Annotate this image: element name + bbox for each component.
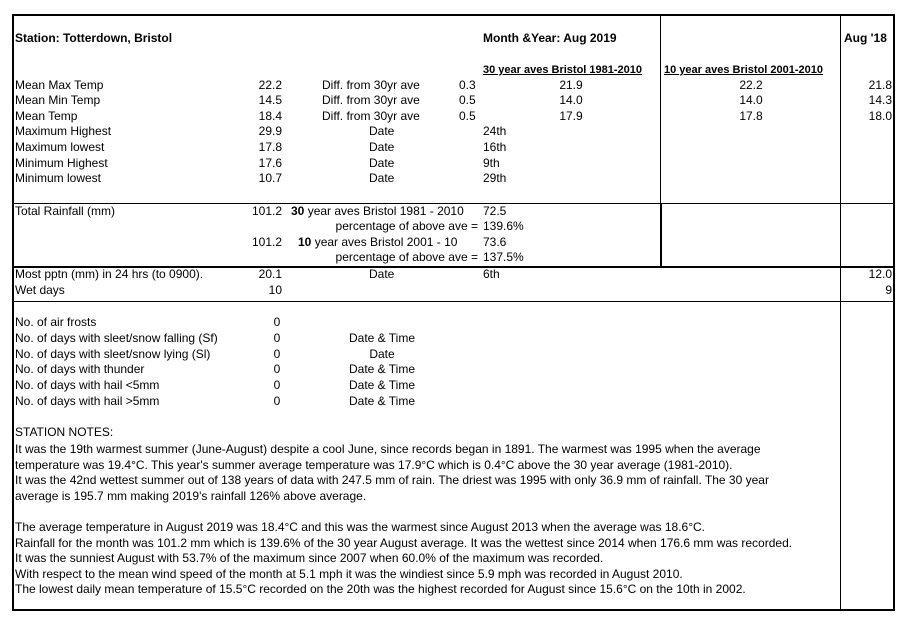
- wet-days-label: Wet days: [15, 283, 65, 297]
- ave10-value: 14.0: [739, 93, 763, 107]
- date-label: Date: [369, 140, 395, 154]
- prev-value: 9: [885, 283, 892, 297]
- ave10-prefix: 10: [298, 235, 312, 249]
- note-line: The average temperature in August 2019 was 18.4°C and this was the warmest since August 2013 when the average was 18.6°C.: [15, 520, 706, 534]
- ave10-value: 17.8: [739, 109, 763, 123]
- ave10-heading: 10 year aves Bristol 2001-2010: [664, 64, 824, 76]
- rainfall-value: 101.2: [251, 204, 282, 218]
- date-value: 16th: [483, 140, 507, 154]
- ave30-value: 21.9: [559, 78, 583, 92]
- divider-col-ave10-b: [660, 203, 662, 267]
- pptn-value: 20.1: [258, 267, 282, 281]
- date-value: 6th: [483, 267, 500, 281]
- temp-value: 14.5: [258, 93, 282, 107]
- note-line: It was the sunniest August with 53.7% of the maximum since 2007 when 60.0% of the maximum was recorded.: [15, 551, 604, 565]
- prev-value: 12.0: [868, 267, 892, 281]
- count-label: No. of days with sleet/snow falling (Sf): [15, 331, 218, 345]
- count-extra: Date & Time: [348, 378, 416, 392]
- extreme-label: Maximum lowest: [15, 140, 105, 154]
- date-label: Date: [369, 171, 395, 185]
- note-line: It was the 42nd wettest summer out of 138 years of data with 247.5 mm of rain. The driest was 1995 with only 36.9 mm of rainfall. The 30 year: [15, 473, 769, 487]
- ave30-prefix: 30: [291, 204, 305, 218]
- note-line: With respect to the mean wind speed of the month at 5.1 mph it was the windiest since 5.9 mph was recorded in August 2010.: [15, 567, 683, 581]
- temp-value: 18.4: [258, 109, 282, 123]
- rainfall-ave30-label: [291, 204, 464, 219]
- date-label: Date: [369, 267, 395, 281]
- prev-value: 21.8: [868, 78, 892, 92]
- count-label: No. of days with thunder: [15, 362, 145, 376]
- divider-counts-top: [12, 301, 895, 302]
- station-title: Station: Totterdown, Bristol: [15, 31, 173, 45]
- divider-col-ave10-a: [660, 14, 661, 204]
- count-value: 0: [273, 362, 281, 376]
- count-value: 0: [273, 394, 281, 408]
- count-value: 0: [273, 378, 281, 392]
- rainfall-value-2: 101.2: [251, 235, 282, 249]
- frame-right: [893, 14, 895, 611]
- wet-days-value: 10: [268, 283, 282, 297]
- frame-top: [12, 14, 895, 16]
- count-label: No. of days with sleet/snow lying (Sl): [15, 347, 211, 361]
- extreme-label: Maximum Highest: [15, 124, 112, 138]
- diff-value: 0.5: [459, 93, 476, 107]
- temp-label: Mean Max Temp: [15, 78, 104, 92]
- temp-value: 22.2: [258, 78, 282, 92]
- rainfall-ave10-value: 73.6: [483, 235, 507, 249]
- extreme-value: 29.9: [258, 124, 282, 138]
- diff-label: Diff. from 30yr ave: [322, 93, 420, 107]
- temp-label: Mean Min Temp: [15, 93, 101, 107]
- extreme-label: Minimum Highest: [15, 156, 108, 170]
- frame-left: [12, 14, 14, 611]
- pptn-label: Most pptn (mm) in 24 hrs (to 0900).: [15, 267, 204, 281]
- pct1-label: percentage of above ave =: [335, 219, 478, 233]
- prev-year-title: Aug '18: [844, 31, 887, 45]
- frame-bottom: [12, 609, 895, 611]
- rainfall-label: Total Rainfall (mm): [15, 204, 116, 218]
- count-label: No. of days with hail >5mm: [15, 394, 160, 408]
- note-line: Rainfall for the month was 101.2 mm which is 139.6% of the 30 year August average. It was the wettest since 2014 when 176.6 mm was recorded.: [15, 536, 793, 550]
- diff-value: 0.5: [459, 109, 476, 123]
- prev-value: 18.0: [868, 109, 892, 123]
- pct1-value: 139.6%: [483, 219, 524, 233]
- ave30-text: year aves Bristol 1981 - 2010: [304, 204, 464, 218]
- count-value: 0: [273, 315, 281, 329]
- date-label: Date: [369, 124, 395, 138]
- note-line: It was the 19th warmest summer (June-August) despite a cool June, since records began in 1891. The warmest was 1995 when the average: [15, 442, 761, 456]
- extreme-value: 17.6: [258, 156, 282, 170]
- date-value: 24th: [483, 124, 507, 138]
- pct2-label: percentage of above ave =: [335, 250, 478, 264]
- temp-label: Mean Temp: [15, 109, 78, 123]
- ave10-text: year aves Bristol 2001 - 10: [311, 235, 458, 249]
- count-extra: Date & Time: [348, 331, 416, 345]
- extreme-label: Minimum lowest: [15, 171, 102, 185]
- count-value: 0: [273, 331, 281, 345]
- date-label: Date: [369, 156, 395, 170]
- date-value: 9th: [483, 156, 500, 170]
- extreme-value: 17.8: [258, 140, 282, 154]
- ave30-heading: 30 year aves Bristol 1981-2010: [483, 64, 643, 76]
- pct2-value: 137.5%: [483, 250, 524, 264]
- month-year-title: Month &Year: Aug 2019: [483, 31, 617, 45]
- diff-label: Diff. from 30yr ave: [322, 78, 420, 92]
- prev-value: 14.3: [868, 93, 892, 107]
- count-label: No. of days with hail <5mm: [15, 378, 160, 392]
- note-line: The lowest daily mean temperature of 15.5°C recorded on the 20th was the highest recorded for August since 15.6°C on the 10th in 2002.: [15, 582, 746, 596]
- diff-value: 0.3: [459, 78, 476, 92]
- notes-heading: STATION NOTES:: [15, 425, 114, 439]
- rainfall-ave30-value: 72.5: [483, 204, 507, 218]
- rainfall-ave10-label: [298, 235, 457, 250]
- note-line: average is 195.7 mm making 2019's rainfall 126% above average.: [15, 489, 367, 503]
- ave10-value: 22.2: [739, 78, 763, 92]
- note-line: temperature was 19.4°C. This year's summer average temperature was 17.9°C which is 0.4°C above the 30 year average (1981-2010).: [15, 458, 733, 472]
- count-extra: Date: [369, 347, 395, 361]
- ave30-value: 17.9: [559, 109, 583, 123]
- count-extra: Date & Time: [348, 362, 416, 376]
- ave30-value: 14.0: [559, 93, 583, 107]
- extreme-value: 10.7: [258, 171, 282, 185]
- count-label: No. of air frosts: [15, 315, 97, 329]
- date-value: 29th: [483, 171, 507, 185]
- count-extra: Date & Time: [348, 394, 416, 408]
- count-value: 0: [273, 347, 281, 361]
- diff-label: Diff. from 30yr ave: [322, 109, 420, 123]
